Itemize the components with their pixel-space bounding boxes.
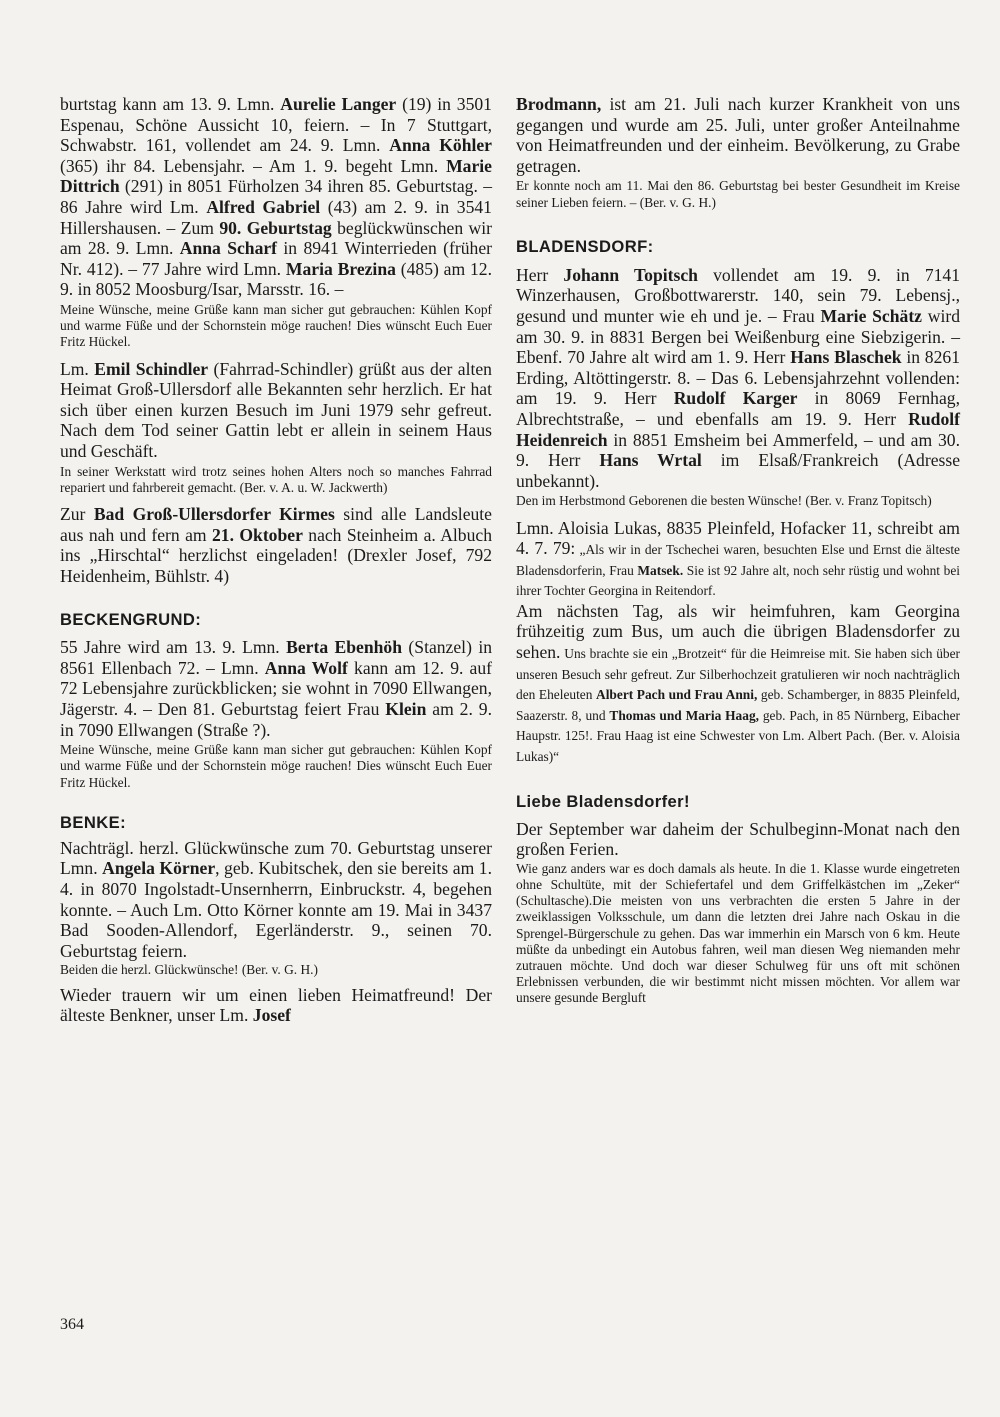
bladensdorf-paragraph: Herr Johann Topitsch vollendet am 19. 9. in 7141 Winzerhausen, Großbottwarerstr. 140, sein 79. Lebensj., gesund und munter wie eh und je. – Frau Marie Schätz wird am 30. 9. in 8831 Bergen bei Weißenburg eine Siebzigerin. – Ebenf. 70 Jahre alt wird am 1. 9. Herr Hans Blaschek in 8261 Erding, Altöttingerstr. 8. – Das 6. Lebensjahrzehnt vollenden: am 19. 9. Herr Rudolf Karger in 8069 Fernhag, Albrechtstraße, – und ebenfalls am 19. 9. Herr Rudolf Heidenreich in 8851 Emsheim bei Ammerfeld, – und am 30. 9. Herr Hans Wrtal im Elsaß/Frankreich (Adresse unbekannt). [516,264,961,491]
lukas-letter-continued: Am nächsten Tag, als wir heimfuhren, kam Georgina frühzeitig zum Bus, um auch die übrigen Bladensdorfer zu sehen. Uns brachte sie ein „Brotzeit“ für die Heimreise mit. Sie haben sich über unseren Besuch sehr gefreut. Zur Silberhochzeit gratulieren wir noch nachträglich den Eheleuten Albert Pach und Frau Anni, geb. Schamberger, in 8835 Pleinfeld, Saazerstr. 8, und Thomas und Maria Haag, geb. Pach, in 85 Nürnberg, Eibacher Haupstr. 125!. Frau Haag ist eine Schwester von Lm. Albert Pach. (Ber. v. Aloisia Lukas)“ [516,600,960,765]
obituary-note: Er konnte noch am 11. Mai den 86. Geburtstag bei bester Gesundheit im Kreise seiner Lieben feiern. – (Ber. v. G. H.) [516,178,960,210]
birthday-paragraph: burtstag kann am 13. 9. Lmn. Aurelie Langer (19) in 3501 Espenau, Schöne Aussicht 10, feiern. – In 7 Stuttgart, Schwabstr. 161, vollendet am 24. 9. Lmn. Anna Köhler (365) ihr 84. Lebensjahr. – Am 1. 9. begeht Lmn. Marie Dittrich (291) in 8051 Fürholzen 34 ihren 85. Geburtstag. – 86 Jahre wird Lm. Alfred Gabriel (43) am 2. 9. in 3541 Hillershausen. – Zum 90. Geburtstag beglückwünschen wir am 28. 9. Lmn. Anna Scharf in 8941 Winterrieden (früher Nr. 412). – 77 Jahre wird Lmn. Maria Brezina (485) am 12. 9. in 8052 Moosburg/Isar, Marsstr. 16. – [60,94,492,300]
obituary-paragraph: Wieder trauern wir um einen lieben Heimatfreund! Der älteste Benkner, unser Lm. Josef [60,984,492,1026]
heading-bladensdorf: BLADENSDORF: [516,236,654,256]
benke-paragraph: Nachträgl. herzl. Glückwünsche zum 70. Geburtstag unserer Lmn. Angela Körner, geb. Kubitschek, den sie bereits am 1. 4. in 8070 Ingolstadt-Unsernherrn, Einbruckstr. 4, begehen konnte. – Auch Lm. Otto Körner konnte am 19. Mai in 3437 Bad Sooden-Allendorf, Egerländerstr. 9., seinen 70. Geburtstag feiern. [60,837,492,961]
heading-beckengrund: BECKENGRUND: [60,610,202,630]
right-column [516,94,960,1007]
beckengrund-paragraph: 55 Jahre wird am 13. 9. Lmn. Berta Ebenhöh (Stanzel) in 8561 Ellenbach 72. – Lmn. Anna Wolf kann am 12. 9. auf 72 Lebensjahre zurückblicken; sie wohnt in 7090 Ellwangen, Jägerstr. 4. – Den 81. Geburtstag feiert Frau Klein am 2. 9. in 7090 Ellwangen (Straße ?). [60,637,493,740]
left-column [60,94,492,1026]
page-number: 364 [60,1316,84,1333]
school-memories: Wie ganz anders war es doch damals als heute. In die 1. Klasse wurde eingetreten ohne Schultüte, mit der Schiefertafel und dem Griffelkästchen im „Zeker“ (Schultasche).Die meisten von uns verbrachten die ersten 5 Jahre in der zweiklassigen Volksschule, um dann die letzten drei Jahre nach Oskau in die Sprengel-Bürgerschule zu gehen. Das war immerhin ein Marsch von 6 km. Heute müßte da unbedingt ein Autobus fahren, weil man diesen Weg niemanden mehr zutrauen möchte. Und doch war dieser Schulweg für uns oft mit schönen Erlebnissen verbunden, die wir bestimmt nicht missen möchten. Vor allem war unsere gesunde Bergluft [516,860,960,1006]
greeting-note: Meine Wünsche, meine Grüße kann man sicher gut gebrauchen: Kühlen Kopf und warme Füße und der Schornstein möge rauchen! Dies wünscht Euch Euer Fritz Hückel. [60,301,492,350]
congrats-note: Beiden die herzl. Glückwünsche! (Ber. v. G. H.) [60,962,318,978]
schindler-paragraph: Lm. Emil Schindler (Fahrrad-Schindler) grüßt aus der alten Heimat Groß-Ullersdorf alle Bekannten sehr herzlich. Er hat sich über einen kurzen Besuch im Juni 1979 sehr gefreut. Nach dem Tod seiner Gattin lebt er allein in seinem Haus und Geschäft. [60,358,492,461]
obituary-continued: Brodmann, ist am 21. Juli nach kurzer Krankheit von uns gegangen und wurde am 25. Juli, unter großer Anteilnahme von Heimatfreunden und der einheim. Bevölkerung, zu Grabe getragen. [516,94,960,176]
wishes-note: Den im Herbstmond Geborenen die besten Wünsche! (Ber. v. Franz Topitsch) [516,493,932,509]
kirmes-paragraph: Zur Bad Groß-Ullersdorfer Kirmes sind alle Landsleute aus nah und fern am 21. Oktober nach Steinheim a. Albuch ins „Hirschtal“ herzlichst eingeladen! (Drexler Josef, 792 Heidenheim, Bühlstr. 4) [60,503,493,586]
workshop-note: In seiner Werkstatt wird trotz seines hohen Alters noch so manches Fahrrad repariert und fahrbereit gemacht. (Ber. v. A. u. W. Jackwerth) [60,463,492,495]
school-paragraph: Der September war daheim der Schulbeginn-Monat nach den großen Ferien. [516,818,960,860]
heading-liebe-bladensdorfer: Liebe Bladensdorfer! [516,791,690,811]
lukas-letter: Lmn. Aloisia Lukas, 8835 Pleinfeld, Hofacker 11, schreibt am 4. 7. 79: „Als wir in der Tschechei waren, besuchten Else und Ernst die älteste Bladensdorferin, Frau Matsek. Sie ist 92 Jahre alt, noch sehr rüstig und wohnt bei ihrer Tochter Georgina in Reitendorf. [516,517,960,599]
greeting-note: Meine Wünsche, meine Grüße kann man sicher gut gebrauchen: Kühlen Kopf und warme Füße und der Schornstein möge rauchen! Dies wünscht Euch Euer Fritz Hückel. [60,742,492,790]
heading-benke: BENKE: [60,812,127,832]
